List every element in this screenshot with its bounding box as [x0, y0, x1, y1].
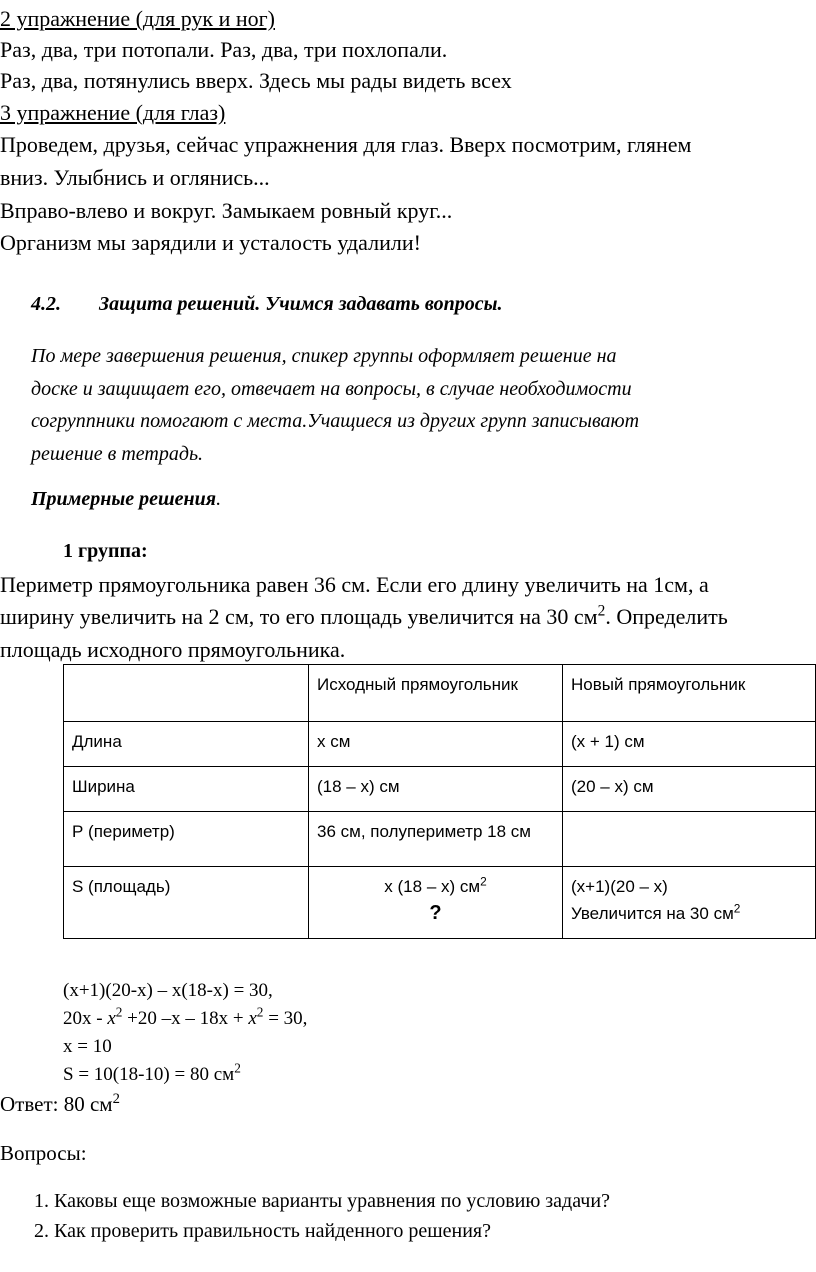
table-header-row	[64, 665, 816, 722]
section-description	[31, 340, 801, 470]
equation-1: (х+1)(20-х) – х(18-х) = 30,	[63, 980, 273, 1001]
table-cell: S (площадь)	[64, 867, 309, 939]
group-1-label: 1 группа:	[63, 540, 148, 562]
rectangle-table	[63, 664, 816, 939]
exercise-2-title: 2 упражнение (для рук и ног)	[0, 6, 275, 31]
table-header-cell	[64, 665, 309, 722]
sample-solutions-dot: .	[216, 488, 222, 510]
exercise-3-line-1: Проведем, друзья, сейчас упражнения для глаз. Вверх посмотрим, глянем	[0, 132, 692, 157]
table-cell: Ширина	[64, 767, 309, 812]
eq-variable: x	[107, 1008, 116, 1029]
question-number: 1.	[34, 1190, 49, 1212]
problem-line-3: площадь исходного прямоугольника.	[0, 637, 346, 662]
table-cell: 36 см, полупериметр 18 см	[309, 812, 563, 867]
equation-4	[63, 1060, 241, 1086]
superscript: 2	[256, 1004, 264, 1020]
table-cell: Р (периметр)	[64, 812, 309, 867]
exercise-2-line-2: Раз, два, потянулись вверх. Здесь мы рады видеть всех	[0, 68, 512, 93]
superscript: 2	[115, 1004, 123, 1020]
section-heading	[31, 293, 502, 316]
question-mark: ?	[429, 902, 442, 924]
sample-solutions-title: Примерные решения	[31, 488, 217, 510]
table-cell-area-new	[563, 867, 816, 939]
equation-3: х = 10	[63, 1036, 112, 1057]
problem-line-1: Периметр прямоугольника равен 36 см. Если его длину увеличить на 1см, а	[0, 572, 709, 597]
table-cell: х см	[309, 722, 563, 767]
description-line: По мере завершения решения, спикер группы оформляет решение на	[31, 345, 617, 367]
superscript: 2	[480, 874, 487, 889]
superscript: 2	[733, 901, 741, 916]
problem-line-2	[0, 604, 728, 630]
section-number: 4.2.	[31, 293, 61, 315]
eq-part: = 30,	[263, 1008, 308, 1029]
table-header-cell: Новый прямоугольник	[563, 665, 816, 722]
table-cell: (18 – х) см	[309, 767, 563, 812]
question-number: 2.	[34, 1220, 49, 1242]
question-text: Каковы еще возможные варианты уравнения по условию задачи?	[54, 1190, 610, 1212]
problem-line-2-end: . Определить	[605, 604, 728, 629]
area-new-expression: (х+1)(20 – х)	[571, 877, 668, 896]
table-row	[64, 722, 816, 767]
table-row	[64, 767, 816, 812]
table-cell: Длина	[64, 722, 309, 767]
exercise-3-line-3: Вправо-влево и вокруг. Замыкаем ровный круг...	[0, 198, 453, 223]
question-text: Как проверить правильность найденного решения?	[54, 1220, 491, 1242]
exercise-3-title: 3 упражнение (для глаз)	[0, 100, 226, 125]
sample-solutions-heading	[31, 488, 221, 511]
problem-line-2-text: ширину увеличить на 2 см, то его площадь увеличится на 30 см	[0, 604, 598, 629]
table-cell-area-original	[309, 867, 563, 939]
exercise-3-line-4: Организм мы зарядили и усталость удалили!	[0, 230, 421, 255]
superscript: 2	[112, 1090, 120, 1107]
exercise-2-line-1: Раз, два, три потопали. Раз, два, три похлопали.	[0, 37, 448, 62]
description-line: согруппники помогают с места.Учащиеся из других групп записывают	[31, 410, 640, 432]
eq-part: 20х -	[63, 1008, 108, 1029]
answer-text: Ответ: 80 см	[0, 1092, 113, 1116]
superscript: 2	[234, 1060, 241, 1076]
eq-variable: x	[248, 1008, 257, 1029]
table-cell: (х + 1) см	[563, 722, 816, 767]
description-line: решение в тетрадь.	[31, 442, 204, 465]
questions-title: Вопросы:	[0, 1141, 87, 1165]
table-cell: (20 – х) см	[563, 767, 816, 812]
answer	[0, 1091, 120, 1117]
eq-part: S = 10(18-10) = 80 см	[63, 1064, 235, 1085]
table-row-area	[64, 867, 816, 939]
question-item	[34, 1220, 491, 1243]
superscript: 2	[597, 602, 606, 620]
exercise-3-line-2: вниз. Улыбнись и оглянись...	[0, 165, 270, 190]
area-expression: х (18 – х) см	[384, 877, 481, 896]
description-line: доске и защищает его, отвечает на вопросы, в случае необходимости	[31, 377, 632, 400]
table-cell	[563, 812, 816, 867]
equation-2	[63, 1004, 308, 1030]
table-row	[64, 812, 816, 867]
area-increase-label: Увеличится на 30 см	[571, 904, 734, 923]
section-title: Защита решений. Учимся задавать вопросы.	[99, 293, 503, 315]
eq-part: +20 –х – 18х +	[122, 1008, 249, 1029]
area-increase-text	[571, 900, 807, 927]
table-header-cell: Исходный прямоугольник	[309, 665, 563, 722]
question-item	[34, 1190, 610, 1213]
